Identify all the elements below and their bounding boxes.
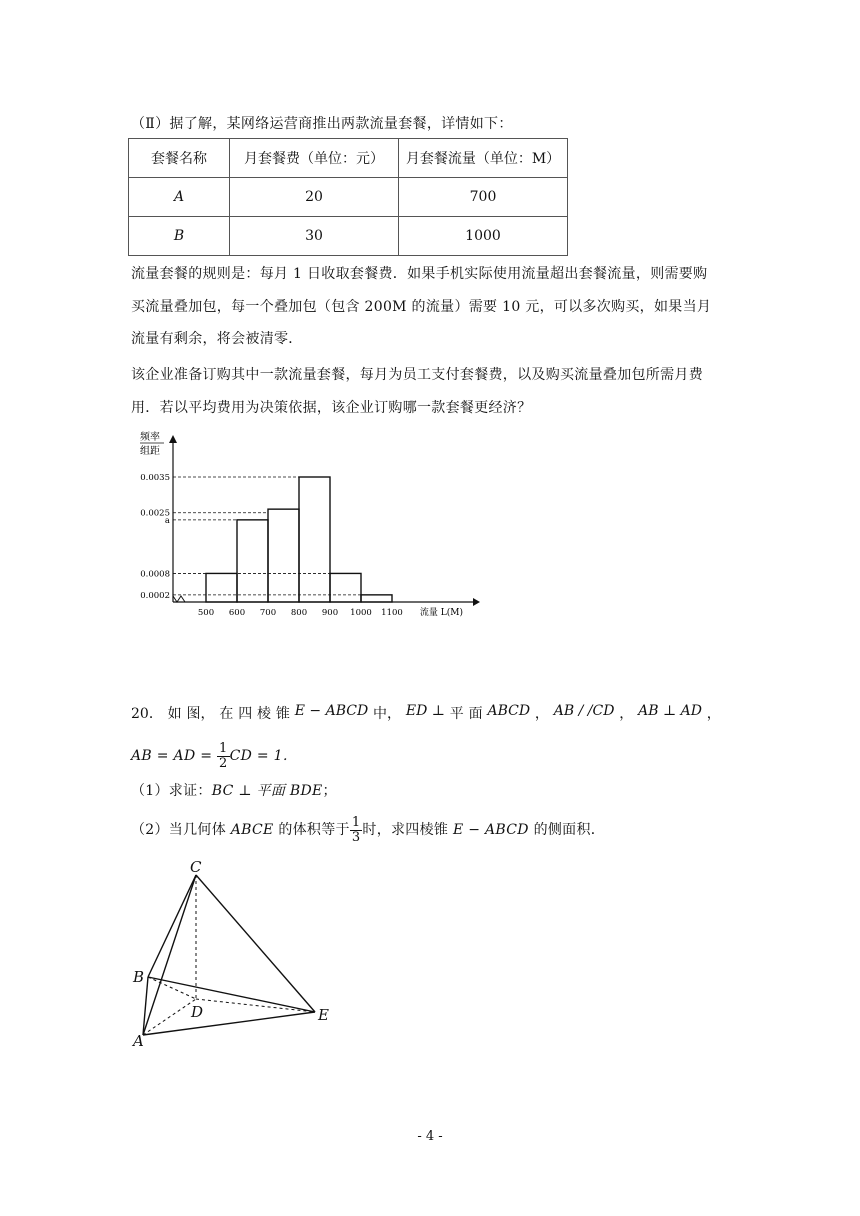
- sub2-solid: ABCE: [230, 822, 274, 838]
- frac-den: 3: [351, 829, 361, 845]
- histogram-plot: [140, 430, 480, 618]
- q20-line2: [131, 734, 297, 778]
- sub1-math: BC ⊥ 平面 BDE: [211, 783, 323, 799]
- y-label-top: 频率: [140, 432, 160, 443]
- histogram-bar: [268, 509, 299, 602]
- table-cell: 1000: [399, 217, 568, 256]
- frac-num: 1: [351, 814, 361, 830]
- q20-line1-segment: 如: [167, 706, 182, 722]
- q20-line1-segment: ED ⊥: [405, 703, 445, 719]
- table-cell: 700: [399, 178, 568, 217]
- frac-den: 2: [219, 755, 228, 771]
- q20-line1-segment: 四: [238, 706, 253, 722]
- edge-BD-hidden: [148, 977, 196, 999]
- table-row: [129, 217, 568, 256]
- histogram-chart: [128, 425, 488, 625]
- sub1-end: ；: [322, 783, 337, 799]
- table-header-row: [129, 139, 568, 178]
- x-tick-label: 800: [290, 608, 308, 618]
- y-tick-label: 0.0002: [140, 590, 170, 601]
- rule-line: 流量有剩余，将会被清零．: [131, 331, 303, 347]
- x-tick-label: 600: [228, 608, 246, 618]
- rule-line: 买流量叠加包，每一个叠加包（包含 200M 的流量）需要 10 元，可以多次购买，如果当月: [131, 299, 712, 315]
- x-tick-label: 500: [197, 608, 215, 618]
- question-line: 该企业准备订购其中一款流量套餐，每月为员工支付套餐费，以及购买流量叠加包所需月费: [131, 367, 703, 383]
- x-axis-arrow: [473, 598, 480, 606]
- frac-num: 1: [219, 740, 228, 756]
- part2-intro: （Ⅱ）据了解，某网络运营商推出两款流量套餐，详情如下：: [131, 116, 513, 132]
- q20-line1-segment: 在: [219, 706, 234, 722]
- x-tick-label: 700: [259, 608, 277, 618]
- q20-line1-segment: 棱: [257, 706, 272, 722]
- label-E: E: [318, 1006, 329, 1024]
- y-axis-arrow: [169, 435, 177, 443]
- edge-CB: [148, 875, 196, 977]
- histogram-bar: [237, 520, 268, 602]
- pyramid-figure: [128, 855, 348, 1050]
- y-tick-label: a: [164, 515, 170, 526]
- header-cell: 套餐名称: [129, 139, 230, 178]
- label-D: D: [191, 1003, 204, 1021]
- question-line: 用．若以平均费用为决策依据，该企业订购哪一款套餐更经济？: [131, 400, 532, 416]
- header-cell: 月套餐费（单位：元）: [230, 139, 399, 178]
- sub1-prefix: （1）求证：: [131, 783, 212, 799]
- label-B: B: [133, 968, 145, 986]
- histogram-bar: [330, 573, 361, 602]
- q20-line1-segment: E − ABCD: [294, 703, 369, 719]
- sub2-end: 的侧面积．: [528, 822, 606, 838]
- table-cell: 20: [230, 178, 399, 217]
- q20-eq-right: CD = 1．: [229, 748, 298, 764]
- histogram-bar: [361, 595, 392, 602]
- q20-sub1: [131, 780, 337, 800]
- sub2-after: 时，求四棱锥: [362, 822, 453, 838]
- package-table: [128, 138, 568, 256]
- q20-line1-segment: ，: [706, 706, 721, 722]
- histogram-bar: [206, 573, 237, 602]
- q20-line1-segment: ，: [619, 706, 634, 722]
- q20-line1-segment: 平: [449, 706, 464, 722]
- y-tick-label: 0.0025: [140, 508, 170, 519]
- sub2-pyramid: E − ABCD: [452, 822, 529, 838]
- sub2-mid: 的体积等于: [273, 822, 350, 838]
- q20-line1-segment: ，: [534, 706, 549, 722]
- x-tick-label: 900: [321, 608, 339, 618]
- q20-eq-left: AB = AD =: [131, 748, 217, 764]
- x-axis-label: 流量 L(M): [419, 608, 463, 618]
- table-cell: 30: [230, 217, 399, 256]
- q20-line1-segment: AB / /CD: [553, 703, 615, 719]
- histogram-bar: [299, 477, 330, 602]
- q20-line1-segment: AB ⊥ AD: [638, 703, 702, 719]
- y-label-bottom: 组距: [140, 446, 160, 457]
- x-tick-label: 1000: [350, 608, 372, 618]
- q20-line1-segment: 面: [468, 706, 483, 722]
- axis-break: [173, 596, 185, 602]
- table-cell: B: [129, 217, 230, 256]
- rule-line: 流量套餐的规则是：每月 1 日收取套餐费．如果手机实际使用流量超出套餐流量，则需要购: [131, 266, 708, 282]
- q20-line1-segment: 20．: [131, 706, 163, 722]
- edge-AE: [143, 1012, 315, 1035]
- table-cell: A: [129, 178, 230, 217]
- table-row: [129, 178, 568, 217]
- fraction-one-half: [217, 742, 230, 771]
- y-tick-label: 0.0035: [140, 473, 170, 483]
- label-A: A: [133, 1032, 144, 1050]
- x-tick-label: 1100: [381, 608, 403, 618]
- q20-line1: [131, 703, 721, 723]
- edge-CA: [143, 875, 196, 1035]
- y-tick-label: 0.0008: [140, 569, 170, 580]
- q20-line1-segment: 锥: [275, 706, 290, 722]
- q20-line1-segment: 中，: [373, 706, 402, 722]
- label-C: C: [190, 858, 202, 876]
- sub2-prefix: （2）当几何体: [131, 822, 231, 838]
- fraction-one-third: [350, 816, 363, 845]
- edge-DE-hidden: [196, 999, 315, 1012]
- q20-sub2: [131, 808, 605, 852]
- q20-line1-segment: 图，: [186, 706, 215, 722]
- q20-line1-segment: ABCD: [487, 703, 531, 719]
- page-number: - 4 -: [417, 1129, 443, 1144]
- header-cell: 月套餐流量（单位：M）: [399, 139, 568, 178]
